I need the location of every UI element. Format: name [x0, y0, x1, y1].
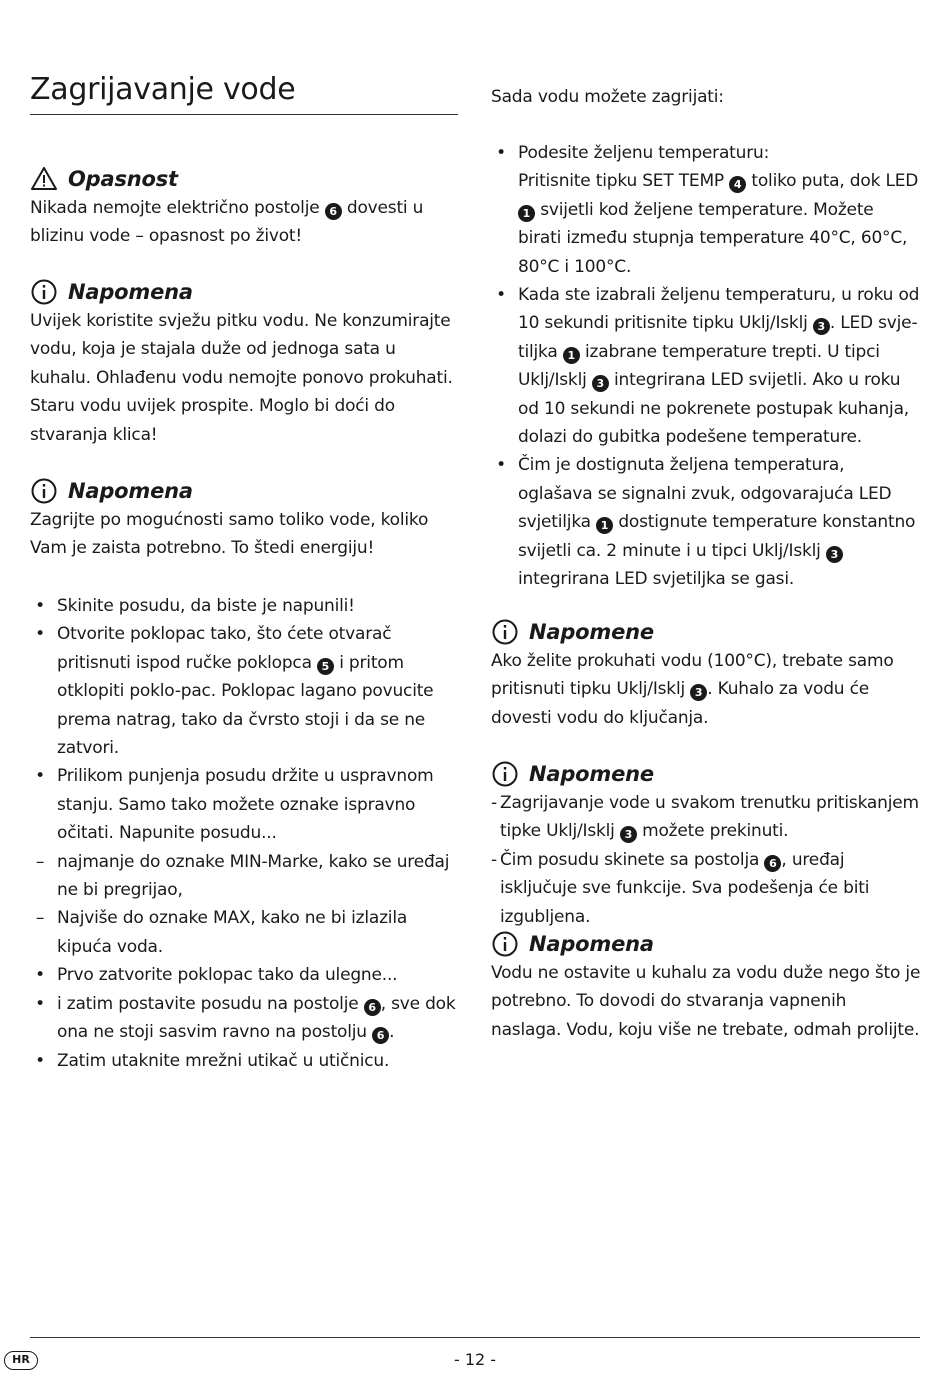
list-item: • Prvo zatvorite poklopac tako da ulegne...	[35, 965, 398, 986]
warning-triangle-icon	[30, 165, 58, 193]
note-heading	[30, 476, 460, 506]
danger-heading-text: Opasnost	[68, 166, 178, 191]
list-item: • Zatim utaknite mrežni utikač u utičnicu.	[35, 1050, 390, 1071]
note-section-1	[30, 277, 460, 449]
note-text: Zagrijte po mogućnosti samo toliko vode, koliko Vam je zaista potrebno. To štedi energiju!	[30, 510, 429, 559]
list-item: • Podesite željenu temperaturu: Pritisnite tipku SET TEMP 4 toliko puta, dok LED 1 svijetli kod željene temperature. Možete birati između stupnja temperature 40°C, 60°C, 80°C i 100°C.	[496, 143, 919, 277]
callout-number: 3	[826, 546, 843, 563]
danger-text: Nikada nemojte električno postolje 6 dovesti u blizinu vode – opasnost po život!	[30, 198, 424, 247]
list-item: - Čim posudu skinete sa postolja 6 , uređaj isključuje sve funkcije. Sva podešenja će biti izgubljena.	[491, 849, 870, 927]
danger-section	[30, 164, 460, 251]
list-item: • Kada ste izabrali željenu temperaturu, u roku od 10 sekundi pritisnite tipku Uklj/Isklj 3 . LED svje-tiljka 1 izabrane temperature trepti. U tipci Uklj/Isklj 3 integrirana LED svijetli. Ako u roku od 10 sekundi ne pokrenete postupak kuhanja, dolazi do gubitka podešene temperature.	[496, 285, 920, 448]
heating-steps	[491, 139, 921, 594]
note-heading	[491, 759, 921, 789]
callout-number: 6	[325, 203, 342, 220]
callout-number: 6	[364, 999, 381, 1016]
notes-list	[491, 789, 921, 931]
list-item: - Zagrijavanje vode u svakom trenutku pritiskanjem tipke Uklj/Isklj 3 možete prekinuti.	[491, 793, 919, 842]
note-heading-text: Napomena	[68, 279, 193, 304]
note-section-4	[491, 759, 921, 931]
callout-number: 1	[518, 205, 535, 222]
list-item: • Skinite posudu, da biste je napunili!	[35, 596, 355, 616]
callout-number: 3	[813, 318, 830, 335]
info-circle-icon	[491, 930, 519, 958]
page-title: Zagrijavanje vode	[30, 70, 458, 115]
footer-divider	[30, 1337, 920, 1338]
callout-number: 3	[620, 826, 637, 843]
note-heading-text: Napomene	[529, 619, 654, 644]
steps-list	[30, 592, 460, 1075]
note-text: Uvijek koristite svježu pitku vodu. Ne konzumirajte vodu, koja je stajala duže od jednoga sata u kuhalu. Ohlađenu vodu nemojte ponovo prokuhati. Staru vodu uvijek prospite. Moglo bi doći do stvaranja klica!	[30, 311, 453, 445]
note-section-3	[491, 617, 921, 732]
note-section-5	[491, 929, 921, 1044]
note-heading-text: Napomena	[68, 478, 193, 503]
filling-steps	[30, 592, 460, 1075]
note-heading	[30, 277, 460, 307]
callout-number: 6	[372, 1027, 389, 1044]
callout-number: 3	[592, 375, 609, 392]
note-section-2	[30, 476, 460, 563]
list-item: • Čim je dostignuta željena temperatura, oglašava se signalni zvuk, odgovarajuća LED svjetiljka 1 dostignute temperature konstantno svijetli ca. 2 minute i u tipci Uklj/Isklj 3 integrirana LED svjetiljka se gasi.	[496, 455, 916, 590]
callout-number: 4	[729, 176, 746, 193]
steps-list	[491, 139, 921, 594]
list-item: • i zatim postavite posudu na postolje 6 , sve dok ona ne stoji sasvim ravno na postolju 6 .	[35, 993, 456, 1043]
list-item: • Otvorite poklopac tako, što ćete otvarač pritisnuti ispod ručke poklopca 5 i pritom otklopiti poklo-pac. Poklopac lagano povucite prema natrag, tako da čvrsto stoji i da se ne zatvori.	[35, 624, 434, 759]
note-heading	[491, 929, 921, 959]
info-circle-icon	[491, 760, 519, 788]
danger-heading	[30, 164, 460, 194]
page-number: - 12 -	[453, 1350, 497, 1369]
intro-text: Sada vodu možete zagrijati:	[491, 87, 724, 107]
callout-number: 1	[596, 517, 613, 534]
info-circle-icon	[491, 618, 519, 646]
list-item: – najmanje do oznake MIN-Marke, kako se uređaj ne bi pregrijao,	[35, 851, 450, 901]
callout-number: 3	[690, 684, 707, 701]
note-text: Vodu ne ostavite u kuhalu za vodu duže nego što je potrebno. To dovodi do stvaranja vapnenih naslaga. Vodu, koju više ne trebate, odmah prolijte.	[491, 963, 921, 1040]
note-heading	[491, 617, 921, 647]
info-circle-icon	[30, 278, 58, 306]
note-text: Ako želite prokuhati vodu (100°C), trebate samo pritisnuti tipku Uklj/Isklj 3 . Kuhalo za vodu će dovesti vodu do ključanja.	[491, 651, 894, 728]
list-item: – Najviše do oznake MAX, kako ne bi izlazila kipuća voda.	[35, 908, 408, 957]
callout-number: 1	[563, 347, 580, 364]
note-heading-text: Napomene	[529, 761, 654, 786]
info-circle-icon	[30, 477, 58, 505]
callout-number: 5	[317, 658, 334, 675]
list-item: • Prilikom punjenja posudu držite u uspravnom stanju. Samo tako možete oznake ispravno očitati. Napunite posudu...	[35, 766, 434, 844]
callout-number: 6	[764, 855, 781, 872]
note-heading-text: Napomena	[529, 931, 654, 956]
language-badge: HR	[4, 1351, 38, 1370]
